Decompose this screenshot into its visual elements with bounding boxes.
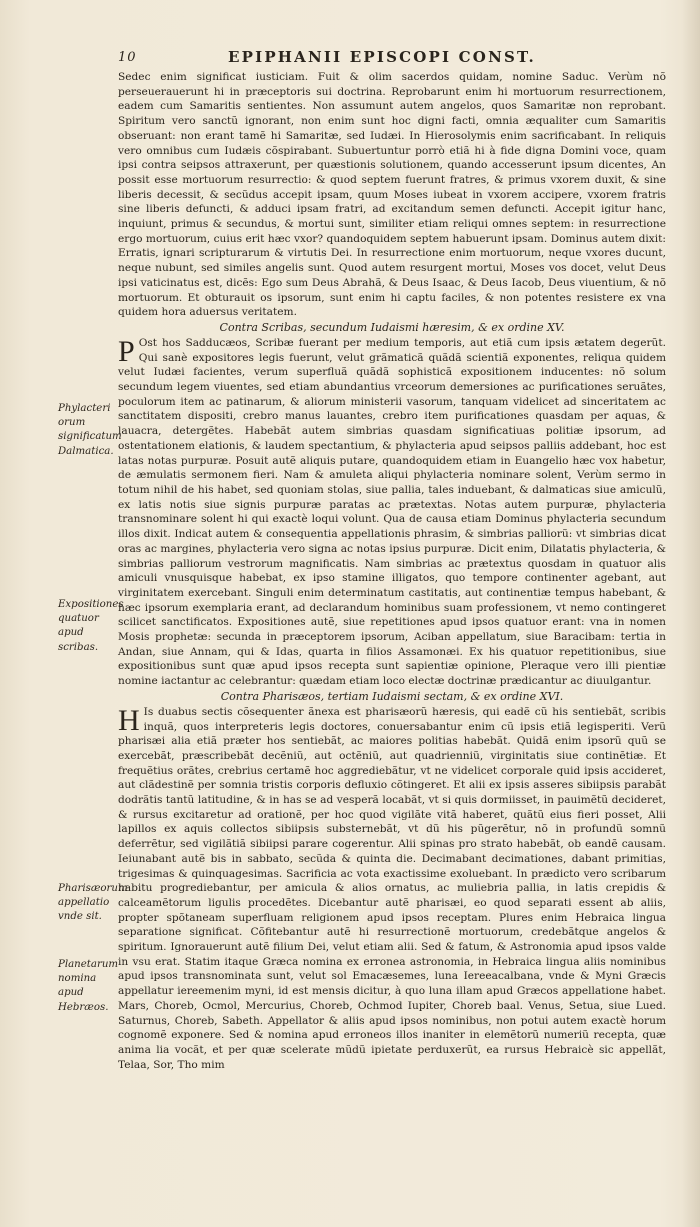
page-number: 10 (118, 50, 137, 65)
paragraph-pharisees (118, 705, 666, 1073)
margin-note-pharisees: Pharisæorum appellatio vnde sit. (58, 883, 128, 923)
section-heading-scribes: Contra Scribas, secundum Iudaismi hæresim, & ex ordine XV. (219, 320, 565, 334)
paragraph-saducees: Sedec enim significat iusticiam. Fuit & olim sacerdos quidam, nomine Saduc. Verùm nõ perseuerauerunt hi in præceptoris sui doctrina. Reprobarunt enim hi mortuorum resurrectionem, eadem cum Samaritis sentientes. Non assumunt autem angelos, quos Samaritæ non reprobant. Spiritum vero sanctũ ignorant, non enim sunt hoc digni facti, omnia æqualiter cum Samaritis obseruant: non erant tamẽ hi Samaritæ, sed Iudæi. In Hierosolymis enim sacrificabant. In reliquis vero omnibus cum Iudæis cõspirabant. Subuertuntur porrò etiã hi à fide digna Domini voce, quam ipsi contra seipsos attraxerunt, per quæstionis solutionem, quando accesserunt ipsum dicentes, An possit esse mortuorum resurrectio: & quod septem fuerunt fratres, & primus vxorem duxit, & sine liberis decessit, & secũdus accepit ipsam, quum Moses iubeat in vxorem accipere, vxorem fratris sine liberis defuncti, & adduci ipsam fratri, ad excitandum semen defuncti. Accepit igitur hanc, inquiunt, primus & secundus, & mortui sunt, similiter etiam reliqui omnes septem: in resurrectione ergo mortuorum, cuius erit hæc vxor? quandoquidem septem habuerunt ipsam. Dominus autem dixit: Erratis, ignari scripturarum & virtutis Dei. In resurrectione enim mortuorum, neque vxores ducunt, neque nubunt, sed similes angelis sunt. Quod autem resurgent mortui, Moses vos docet, velut Deus ipsi vaticinatus est, dicẽs: Ego sum Deus Abrahã, & Deus Isaac, & Deus Iacob, Deus viuentium, & nõ mortuorum. Et obturauit os ipsorum, sunt enim hi captu faciles, & non potentes resistere ex vna quidem hora aduersus veritatem. (118, 71, 666, 319)
running-head (118, 48, 660, 70)
margin-note-phylacteria: Phylacteri orum significatum Dalmatica. (58, 403, 122, 457)
running-title: EPIPHANII EPISCOPI CONST. (228, 48, 536, 66)
section-heading-pharisees: Contra Pharisæos, tertiam Iudaismi sectam, & ex ordine XVI. (220, 689, 564, 703)
main-text (118, 70, 666, 1072)
margin-note-expositiones: Expositiones quatuor apud scribas. (58, 599, 124, 653)
paragraph-scribes (118, 336, 666, 689)
page-edge-shadow (682, 0, 700, 1227)
drop-cap-h: H (118, 703, 140, 737)
paragraph-pharisees-text: Is duabus sectis cõsequenter ãnexa est pharisæorũ hæresis, qui eadẽ cũ his sentiebãt, scribis inquã, quos interpreteris legis doctores, conuersabantur enim cũ ipsis etiã legisperiti. Verũ pharisæi alia etiã præter hos sentiebãt, ac maiores politias habebãt. Quidã enim ipsorũ quũ se exercebãt, præscribebãt decẽniũ, aut octẽniũ, aut quadrienniũ, virginitatis siue continẽtiæ. Et frequẽtius orãtes, crebrius certamẽ hoc aggrediebãtur, vt ne videlicet corporale quid ipsis accideret, aut clãdestinẽ per somnia tristis corporis defluxio cõtingeret. Et alii ex ipsis asseres sibiipsis parabãt dodrãtis tantũ latitudine, & in has se ad vesperã locabãt, vt si quis dormiisset, in pauimẽtũ decideret, & rursus excitaretur ad orationẽ, per hoc quod vigilãte vitã haberet, quãtũ eius fieri posset, Alii lapillos ex aquis collectos sibiipsis substernebãt, vt dũ his pũgerẽtur, nõ in profundũ somnũ deferrẽtur, sed vigilãtiã sibiipsi parare cogerentur. Alii spinas pro strato habebãt, ob eandẽ causam. Ieiunabant autẽ bis in sabbato, secũda & quinta die. Decimabant decimationes, dabant primitias, trigesimas & quinquagesimas. Sacrificia ac vota exactissime exoluebant. In prædicto vero scribarum habitu progrediebantur, per amicula & alios ornatus, ac muliebria pallia, in latis crepidis & calceamẽtorum ligulis procedẽtes. Dicebantur autẽ pharisæi, eo quod separati essent ab aliis, propter spõtaneam superfluam religionem apud ipsos receptam. Plures enim Hebraica lingua separatione significat. Cõfitebantur autẽ hi resurrectionẽ mortuorum, credebãtque angelos & spiritum. Ignorauerunt autẽ filium Dei, velut etiam alii. Sed & fatum, & Astronomia apud ipsos valde in vsu erat. Statim itaque Græca nomina ex erronea astronomia, in Hebraica lingua aliis nominibus apud ipsos transnominata sunt, velut sol Emacæsemes, luna Iereeacalbana, vnde & Myni Græcis appellatur iereemenim myni, id est mensis dicitur, à quo luna illam apud Græcos appellatione habet. Mars, Choreb, Ocmol, Mercurius, Choreb, Ochmod Iupiter, Choreb baal. Venus, Setua, siue Lued. Saturnus, Choreb, Sabeth. Appellator & aliis apud ipsos nominibus, non potui autem exactè horum cognomẽ exponere. Sed & nomina apud erroneos illos inaniter in elemẽtorũ numeriũ recepta, quæ anima lia vocãt, et per quæ scelerate mũdũ ipietate perduxerũt, ea rursus Hebraicè sic appellãt, Telaa, Sor, Tho mim (118, 705, 666, 1071)
margin-note-planets: Planetarum nomina apud Hebræos. (58, 959, 119, 1013)
paragraph-scribes-text: Ost hos Sadducæos, Scribæ fuerant per medium temporis, aut etiã cum ipsis ætatem degerũt. Qui sanè expositores legis fuerunt, velut grãmaticã quãdã scientiã exponentes, reliqua quidem velut Iudæi facientes, verum superfluã quãdã sophisticã expositionem inducentes: nõ solum secundum legem viuentes, sed etiam abundantius vrceorum demersiones ac purificationes seruãtes, poculorum item ac patinarum, & aliorum ministerii vasorum, tanquam videlicet ad sinceritatem ac sanctitatem dispositi, crebro manus lauantes, crebro item purificationes quasdam per aquas, & lauacra, detergẽtes. Habebãt autem simbrias quasdam significatiuas politiæ ipsorum, ad ostentationem elationis, & laudem spectantium, & phylacteria apud seipsos palliis addebant, hoc est latas notas purpuræ. Posuit autẽ aliquis putare, quandoquidem etiam in Euangelio hæc vox habetur, de æmulatis sermonem fieri. Nam & amuleta aliqui phylacteria nominare solent, Verùm sermo in totum nihil de his habet, sed quoniam stolas, siue pallia, tales induebant, & dalmaticas siue amiculũ, ex latis notis siue signis purpuræ paratas ac prætextas. Notas autem purpuræ, phylacteria transnominare solent hi qui exactè loqui volunt. Qua de causa etiam Dominus phylacteria secundum illos dixit. Indicat autem & consequentia appellationis phrasim, & simbrias palliorũ: vt simbrias dicat oras ac margines, phylacteria vero signa ac notas ipsius purpuræ. Dicit enim, Dilatatis phylacteria, & simbrias palliorum vestrorum magnificatis. Nam simbrias ac prætextus quosdam in quatuor alis amiculi vnusquisque habebat, ex ipso stamine illigatos, quo tempore continenter agebant, aut virginitatem exercebant. Singuli enim determinatum castitatis, aut continentiæ tempus habebant, & hæc ipsorum exemplaria erant, ad declarandum hominibus suam professionem, vt nemo contingeret scilicet sanctificatos. Expositiones autẽ, siue repetitiones apud ipsos quatuor erant: vna in nomen Mosis prophetæ: secunda in præceptorem ipsorum, Aciban appellatum, siue Baracibam: tertia in Andan, siue Annam, qui & Idas, quarta in filios Assamonæi. Ex his quatuor repetitionibus, siue expositionibus sunt quæ apud ipsos recepta sunt sapientiæ opinione, Pleraque vero illi pientiæ nomine iactantur ac celebrantur: quædam etiam loco electæ doctrinæ prædicantur ac diuulgantur. (118, 336, 666, 688)
drop-cap-p: P (118, 334, 135, 368)
